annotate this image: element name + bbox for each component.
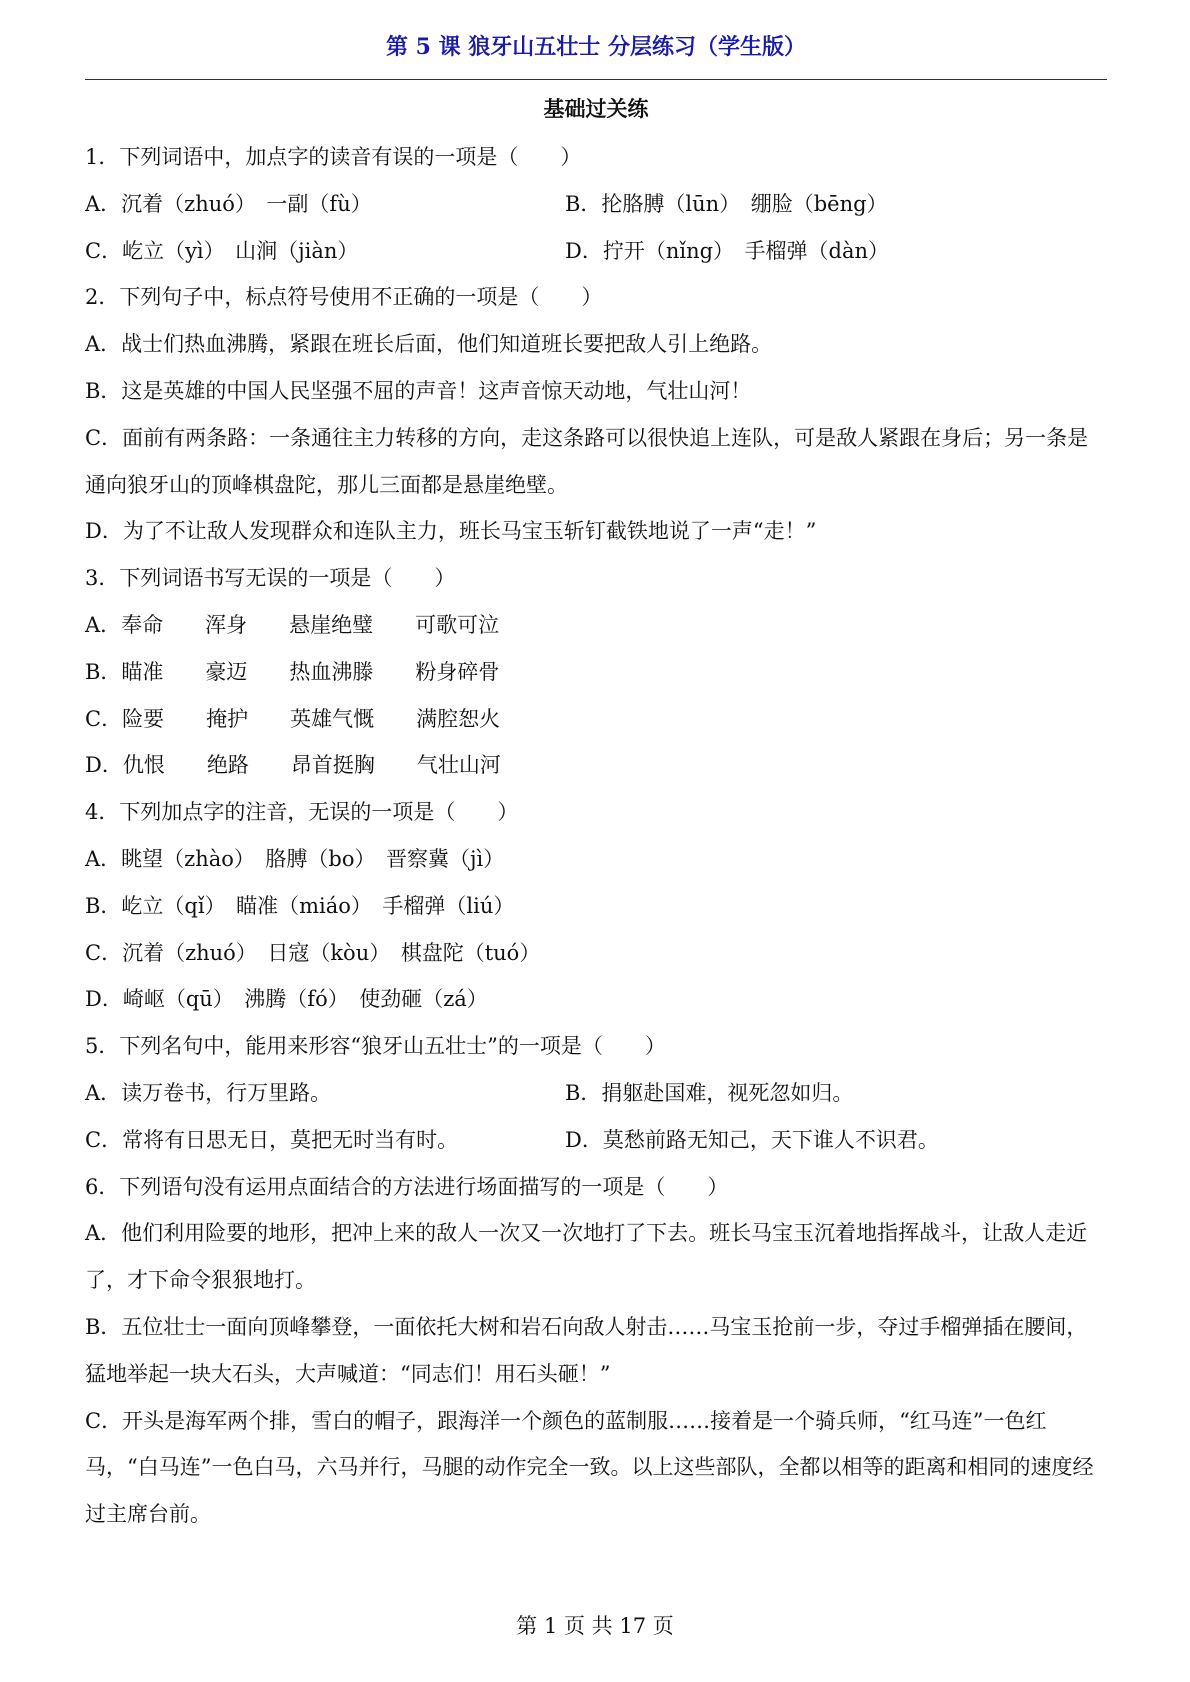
question-6-option-b: B．五位壮士一面向顶峰攀登，一面依托大树和岩石向敌人射击……马宝玉抢前一步，夺过手榴弹插在腰间，猛地举起一块大石头，大声喊道：“同志们！用石头砸！”: [85, 1314, 1088, 1386]
question-2-option-c: C．面前有两条路：一条通往主力转移的方向，走这条路可以很快追上连队，可是敌人紧跟在身后；另一条是通向狼牙山的顶峰棋盘陀，那儿三面都是悬崖绝壁。: [85, 425, 1089, 497]
document-title: 第 5 课 狼牙山五壮士 分层练习（学生版）: [386, 34, 806, 60]
question-5-option-d: D．莫愁前路无知己，天下谁人不识君。: [565, 1127, 939, 1152]
question-3-stem: 3．下列词语书写无误的一项是（ ）: [85, 566, 456, 591]
question-3-option-c: C．险要 掩护 英雄气慨 满腔恕火: [85, 706, 501, 731]
question-3-option-d: D．仇恨 绝路 昂首挺胸 气壮山河: [85, 753, 501, 778]
question-3-option-b: B．瞄准 豪迈 热血沸滕 粉身碎骨: [85, 659, 500, 684]
question-5-option-a: A．读万卷书，行万里路。: [85, 1080, 332, 1105]
question-1-stem: 1．下列词语中，加点字的读音有误的一项是（ ）: [85, 145, 582, 169]
question-2-stem: 2．下列句子中，标点符号使用不正确的一项是（ ）: [85, 285, 603, 310]
question-6-option-c: C．开头是海军两个排，雪白的帽子，跟海洋一个颜色的蓝制服……接着是一个骑兵师，“红马连”一色红马，“白马连”一色白马，六马并行，马腿的动作完全一致。以上这些部队，全都以相等的距离和相同的速度经过主席台前。: [85, 1408, 1094, 1527]
question-1-option-b: B．抡胳膊（lūn） 绷脸（bēng）: [565, 191, 888, 216]
question-1-option-d: D．拧开（nǐng） 手榴弹（dàn）: [565, 238, 890, 263]
question-5-options-ab: [85, 1070, 1107, 1117]
question-5-stem: 5．下列名句中，能用来形容“狼牙山五壮士”的一项是（ ）: [85, 1034, 666, 1059]
question-4-option-d: D．崎岖（qū） 沸腾（fó） 使劲砸（zá）: [85, 987, 488, 1012]
question-5-options-cd: [85, 1117, 1107, 1164]
question-6-option-a: A．他们利用险要的地形，把冲上来的敌人一次又一次地打了下去。班长马宝玉沉着地指挥战斗，让敌人走近了，才下命令狠狠地打。: [85, 1221, 1088, 1293]
question-1-option-c: C．屹立（yì） 山涧（jiàn）: [85, 238, 359, 263]
page-number: 第 1 页 共 17 页: [516, 1614, 674, 1638]
header-rule: [85, 79, 1107, 80]
question-1-options-cd: [85, 228, 1107, 275]
question-6-stem: 6．下列语句没有运用点面结合的方法进行场面描写的一项是（ ）: [85, 1174, 729, 1199]
question-3-option-a: A．奉命 浑身 悬崖绝璧 可歌可泣: [85, 612, 500, 637]
section-title: 基础过关练: [543, 96, 649, 121]
question-5-option-c: C．常将有日思无日，莫把无时当有时。: [85, 1127, 459, 1152]
question-1-option-a: A．沉着（zhuó） 一副（fù）: [85, 191, 372, 216]
question-5-option-b: B．捐躯赴国难，视死忽如归。: [565, 1080, 854, 1105]
question-list: [85, 134, 1107, 1538]
question-4-option-a: A．眺望（zhào） 胳膊（bo） 晋察冀（jì）: [85, 846, 505, 871]
question-4-stem: 4．下列加点字的注音，无误的一项是（ ）: [85, 800, 519, 825]
question-2-option-a: A．战士们热血沸腾，紧跟在班长后面，他们知道班长要把敌人引上绝路。: [85, 332, 773, 357]
question-4-option-c: C．沉着（zhuó） 日寇（kòu） 棋盘陀（tuó）: [85, 940, 541, 965]
question-2-option-d: D．为了不让敌人发现群众和连队主力，班长马宝玉斩钉截铁地说了一声“走！”: [85, 519, 817, 544]
question-1-options-ab: [85, 181, 1107, 228]
question-4-option-b: B．屹立（qǐ） 瞄准（miáo） 手榴弹（liú）: [85, 893, 515, 918]
question-2-option-b: B．这是英雄的中国人民坚强不屈的声音！这声音惊天动地，气壮山河！: [85, 378, 752, 403]
